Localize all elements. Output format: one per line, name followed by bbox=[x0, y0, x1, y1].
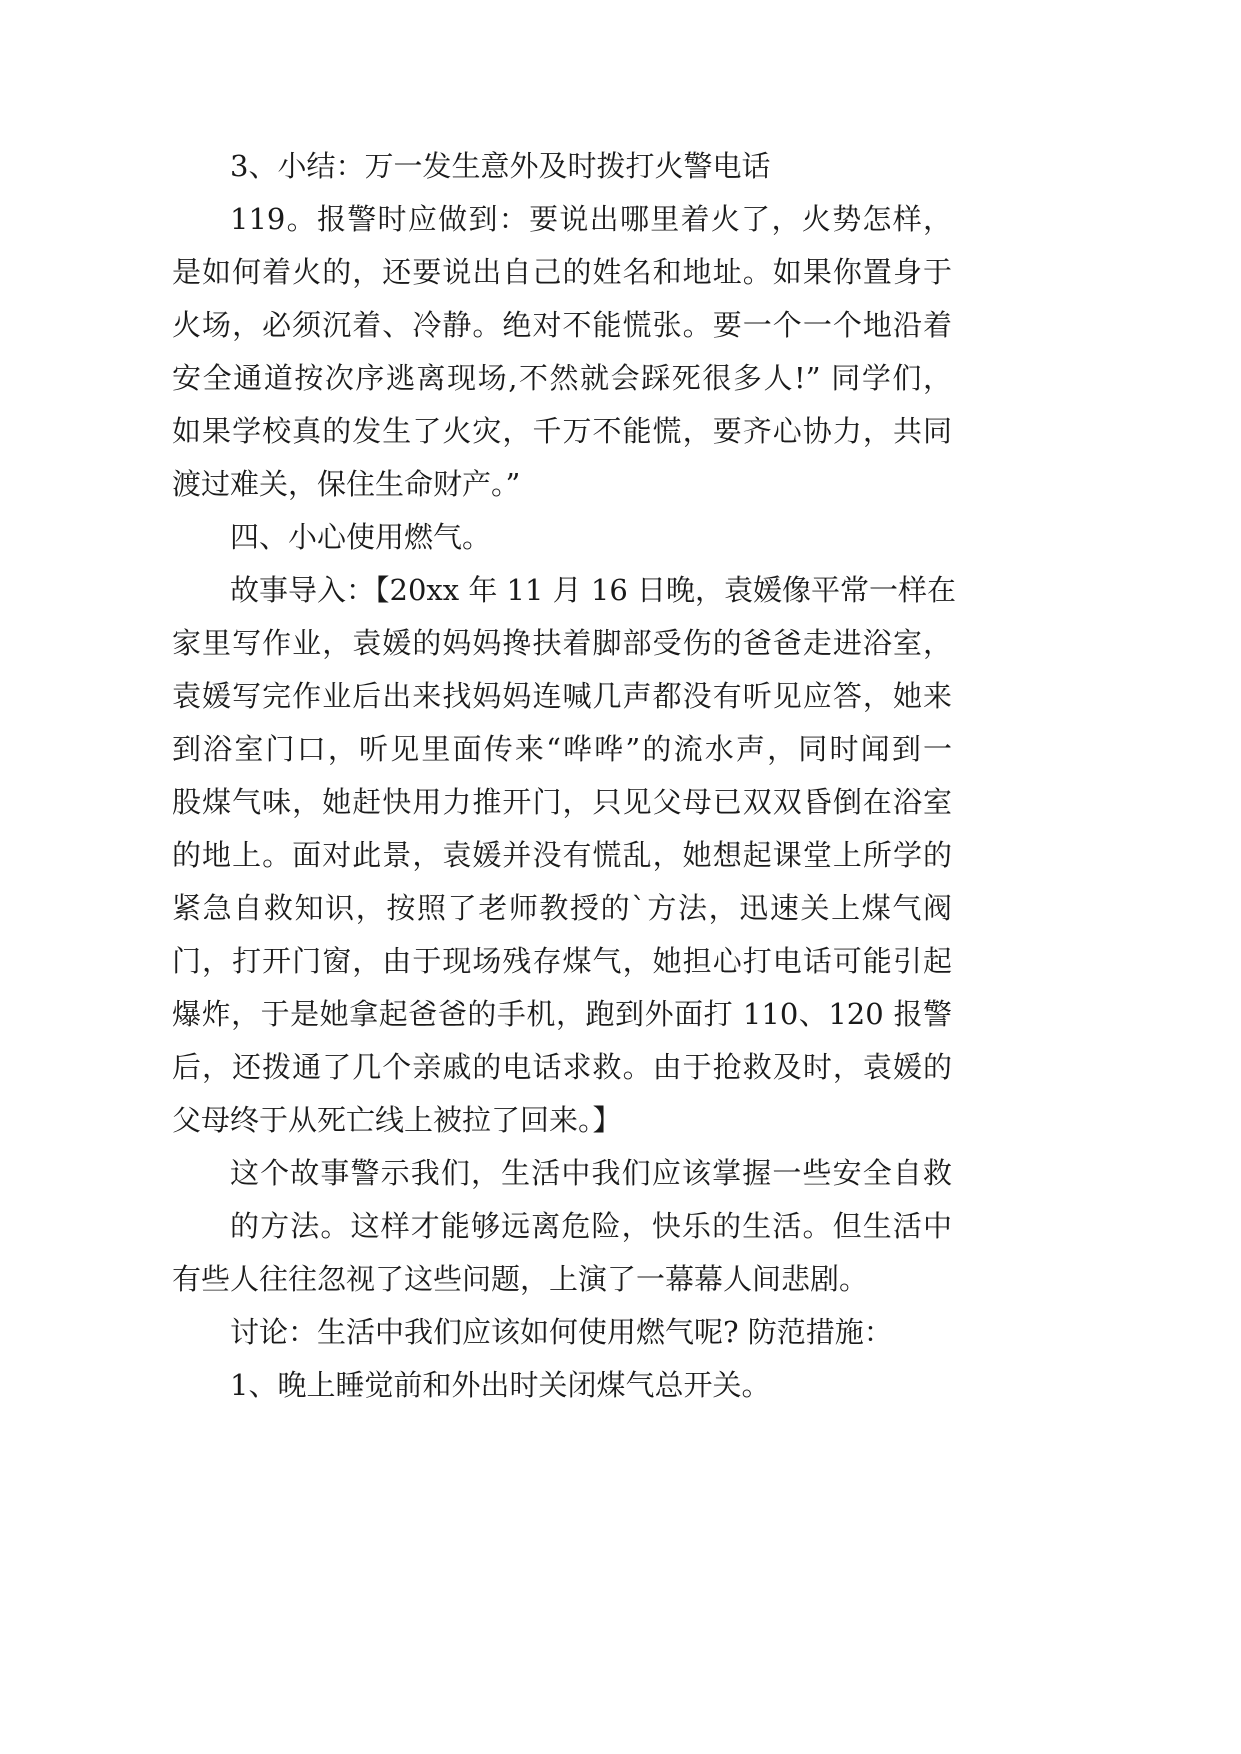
text-line: 的地上。面对此景，袁媛并没有慌乱，她想起课堂上所学的 bbox=[172, 838, 952, 872]
text-line: 是如何着火的，还要说出自己的姓名和地址。如果你置身于 bbox=[172, 255, 952, 289]
text-line: 紧急自救知识，按照了老师教授的`方法，迅速关上煤气阀 bbox=[172, 891, 952, 925]
text-line: 的方法。这样才能够远离危险，快乐的生活。但生活中 bbox=[230, 1209, 952, 1243]
text-line: 这个故事警示我们，生活中我们应该掌握一些安全自救 bbox=[230, 1156, 952, 1190]
text-line: 父母终于从死亡线上被拉了回来。】 bbox=[172, 1103, 622, 1137]
text-line: 爆炸，于是她拿起爸爸的手机，跑到外面打 110、120 报警 bbox=[172, 997, 952, 1031]
text-line: 119。报警时应做到：要说出哪里着火了，火势怎样， bbox=[230, 202, 952, 236]
text-line: 家里写作业，袁媛的妈妈搀扶着脚部受伤的爸爸走进浴室， bbox=[172, 626, 952, 660]
text-line: 渡过难关，保住生命财产。” bbox=[172, 467, 521, 501]
text-line: 如果学校真的发生了火灾，千万不能慌，要齐心协力，共同 bbox=[172, 414, 952, 448]
text-line: 后，还拨通了几个亲戚的电话求救。由于抢救及时，袁媛的 bbox=[172, 1050, 952, 1084]
text-line: 火场，必须沉着、冷静。绝对不能慌张。要一个一个地沿着 bbox=[172, 308, 952, 342]
text-line: 讨论：生活中我们应该如何使用燃气呢? 防范措施： bbox=[230, 1315, 893, 1349]
text-line: 3、小结：万一发生意外及时拨打火警电话 bbox=[230, 149, 771, 183]
text-line: 安全通道按次序逃离现场,不然就会踩死很多人!” 同学们， bbox=[172, 361, 952, 395]
text-line: 门，打开门窗，由于现场残存煤气，她担心打电话可能引起 bbox=[172, 944, 952, 978]
text-line: 股煤气味，她赶快用力推开门，只见父母已双双昏倒在浴室 bbox=[172, 785, 952, 819]
text-line: 到浴室门口，听见里面传来“哗哗”的流水声，同时闻到一 bbox=[172, 732, 952, 766]
text-line: 有些人往往忽视了这些问题，上演了一幕幕人间悲剧。 bbox=[172, 1262, 869, 1296]
text-line: 故事导入：【20xx 年 11 月 16 日晚，袁媛像平常一样在 bbox=[230, 573, 957, 607]
section-heading: 四、小心使用燃气。 bbox=[230, 520, 492, 554]
text-line: 1、晚上睡觉前和外出时关闭煤气总开关。 bbox=[230, 1368, 771, 1402]
text-line: 袁媛写完作业后出来找妈妈连喊几声都没有听见应答，她来 bbox=[172, 679, 952, 713]
